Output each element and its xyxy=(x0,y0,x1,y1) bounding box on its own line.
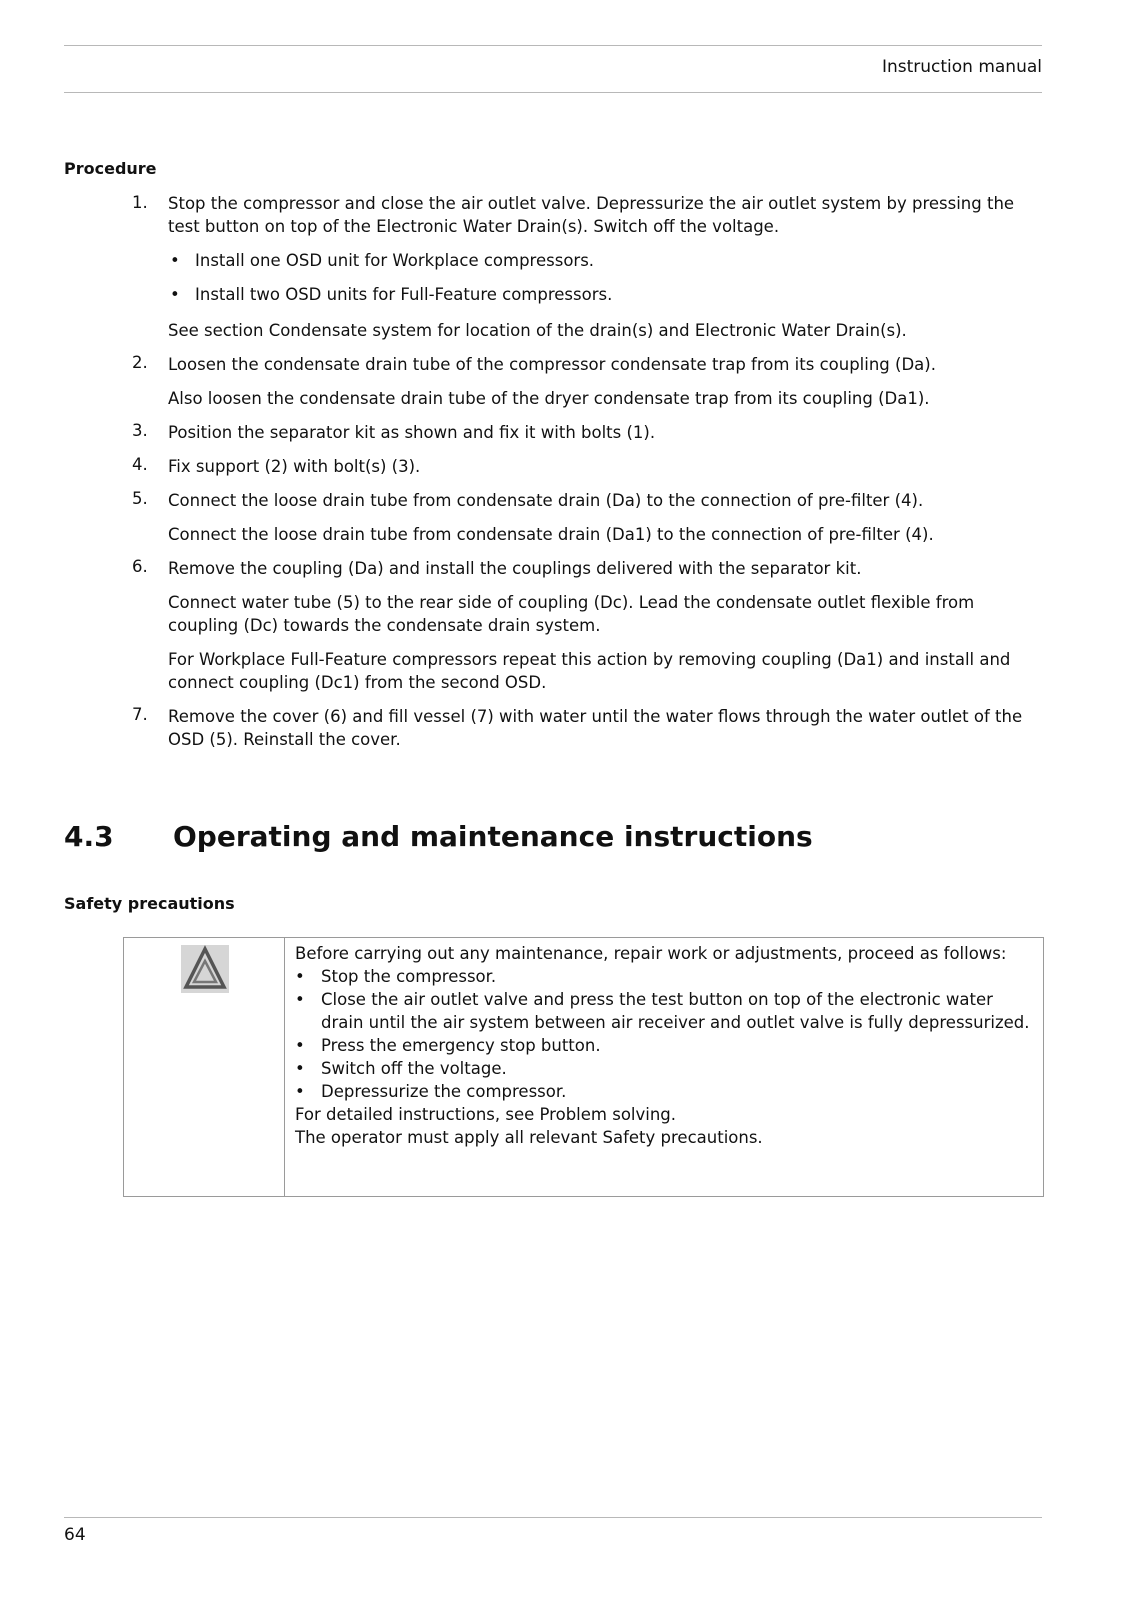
step-number: 5. xyxy=(132,489,148,508)
step-note: See section Condensate system for location of the drain(s) and Electronic Water Drain(s). xyxy=(168,321,907,340)
step-text: Connect the loose drain tube from condensate drain (Da) to the connection of pre-filter (4). xyxy=(168,491,924,510)
safety-note: For detailed instructions, see Problem solving. xyxy=(295,1105,677,1124)
section-number: 4.3 xyxy=(64,820,114,853)
step-note: Connect water tube (5) to the rear side of coupling (Dc). Lead the condensate outlet flexible from coupling (Dc) towards the condensate drain system. xyxy=(168,593,975,635)
bullet-icon: • xyxy=(295,1082,305,1101)
footer-rule xyxy=(64,1517,1042,1518)
list-item: • Switch off the voltage. xyxy=(295,1059,507,1078)
list-item: • Close the air outlet valve and press the test button on top of the electronic water drain until the air system between air receiver and outlet valve is fully depressurized. xyxy=(295,990,1030,1032)
section-title: Operating and maintenance instructions xyxy=(173,820,813,853)
step-number: 1. xyxy=(132,193,148,212)
list-item: • Press the emergency stop button. xyxy=(295,1036,601,1055)
bullet-icon: • xyxy=(295,990,305,1009)
step-text: Stop the compressor and close the air outlet valve. Depressurize the air outlet system by pressing the test button on top of the Electronic Water Drain(s). Switch off the voltage. xyxy=(168,194,1015,236)
step-number: 7. xyxy=(132,705,148,724)
list-item: Install one OSD unit for Workplace compressors. xyxy=(195,251,595,270)
step-note: For Workplace Full-Feature compressors repeat this action by removing coupling (Da1) and install and connect coupling (Dc1) from the second OSD. xyxy=(168,650,1011,692)
step-text: Loosen the condensate drain tube of the compressor condensate trap from its coupling (Da). xyxy=(168,355,936,374)
safety-note: The operator must apply all relevant Safety precautions. xyxy=(295,1128,763,1147)
safety-intro: Before carrying out any maintenance, repair work or adjustments, proceed as follows: xyxy=(295,944,1007,963)
step-text: Remove the coupling (Da) and install the couplings delivered with the separator kit. xyxy=(168,559,862,578)
step-note: Connect the loose drain tube from condensate drain (Da1) to the connection of pre-filter (4). xyxy=(168,525,934,544)
bullet-icon: • xyxy=(295,1059,305,1078)
step-number: 6. xyxy=(132,557,148,576)
safety-text xyxy=(295,942,1035,1149)
header-title: Instruction manual xyxy=(881,57,1042,77)
procedure-heading: Procedure xyxy=(64,159,157,178)
bullet-icon: • xyxy=(295,1036,305,1055)
list-item: • Depressurize the compressor. xyxy=(295,1082,567,1101)
page-number: 64 xyxy=(64,1525,86,1545)
safety-box xyxy=(123,937,1044,1197)
bullet-icon: • xyxy=(170,251,180,270)
bullet-icon: • xyxy=(295,967,305,986)
step-text: Position the separator kit as shown and fix it with bolts (1). xyxy=(168,423,656,442)
bullet-icon: • xyxy=(170,285,180,304)
step-note: Also loosen the condensate drain tube of the dryer condensate trap from its coupling (Da1). xyxy=(168,389,930,408)
step-text: Fix support (2) with bolt(s) (3). xyxy=(168,457,421,476)
step-text: Remove the cover (6) and fill vessel (7) with water until the water flows through the water outlet of the OSD (5). Reinstall the cover. xyxy=(168,707,1023,749)
safety-divider xyxy=(284,938,285,1196)
step-number: 3. xyxy=(132,421,148,440)
list-item: • Stop the compressor. xyxy=(295,967,497,986)
list-item: Install two OSD units for Full-Feature compressors. xyxy=(195,285,613,304)
safety-heading: Safety precautions xyxy=(64,894,235,913)
warning-triangle-icon xyxy=(181,945,229,993)
step-number: 2. xyxy=(132,353,148,372)
header-top-rule xyxy=(64,45,1042,46)
header-bottom-rule xyxy=(64,92,1042,93)
step-number: 4. xyxy=(132,455,148,474)
